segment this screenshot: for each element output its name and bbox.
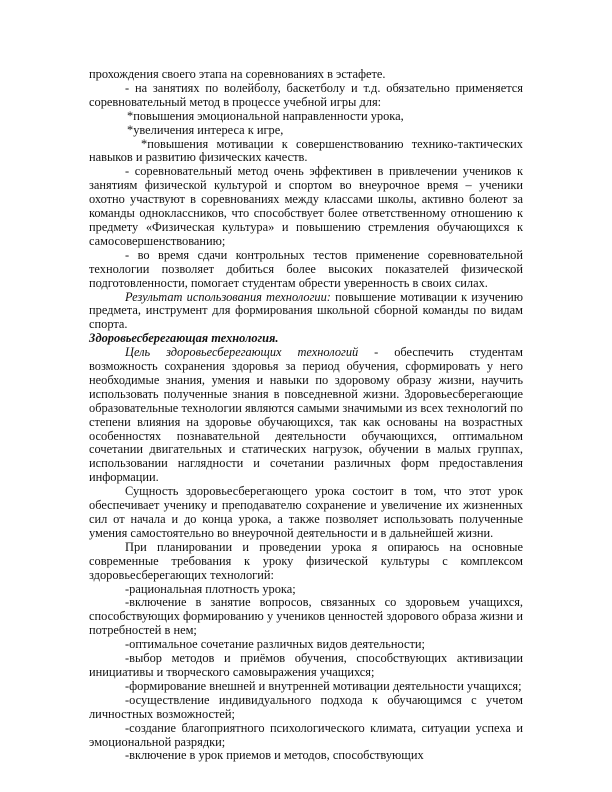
list-item-emotional: *повышения эмоциональной направленности урока,	[127, 108, 404, 123]
list-item-motivation: *повышения мотивации к совершенствованию технико-тактических навыков и развитию физических качеств.	[89, 136, 523, 165]
goal-text: - обеспечить студентам возможность сохранения здоровья за период обучения, сформировать у него необходимые знания, умения и навыки по здоровому образу жизни, научить использовать полученные знания в повседневной жизни. Здоровьесберегающие образовательные технологии являются самыми значимыми из всех технологий по степени влияния на здоровье обучающихся, так как основаны на возрастных особенностях познавательной деятельности обучающихся, оптимальном сочетании двигательных и статических нагрузок, обучении в малых группах, использовании наглядности и сочетании различных форм предоставления информации.	[89, 345, 523, 485]
list-item-health-questions: -включение в занятие вопросов, связанных со здоровьем учащихся, способствующих формированию у учеников ценностей здорового образа жизни и потребностей в нем;	[89, 595, 523, 638]
list-item-interest: *увеличения интереса к игре,	[127, 122, 284, 137]
paragraph-essence: Сущность здоровьесберегающего урока состоит в том, что этот урок обеспечивает ученику и преподавателю сохранение и увеличение их жизненных сил от начала и до конца урока, а также позволяет использовать полученные умения самостоятельно во внеурочной деятельности и в дальнейшей жизни.	[89, 484, 523, 540]
list-item-techniques: -включение в урок приемов и методов, способствующих	[125, 748, 424, 763]
result-text: повышение мотивации к изучению предмета, инструмент для формирования школьной сборной команды по видам спорта.	[89, 289, 523, 332]
list-item-individual: -осуществление индивидуального подхода к обучающимся с учетом личностных возможностей;	[89, 692, 523, 721]
result-label: Результат использования технологии:	[125, 289, 331, 304]
goal-label: Цель здоровьесберегающих технологий	[125, 345, 359, 360]
paragraph-extracurricular: - соревновательный метод очень эффективен в привлечении учеников к занятиям физической культурой и спортом во внеурочное время – ученики охотно участвуют в соревнованиях между классами школы, активно болеют за команды одноклассников, что способствует более ответственному отношению к предмету «Физическая культура» и повышению стремления обучающихся к самосовершенствованию;	[89, 164, 523, 248]
list-item-climate: -создание благоприятного психологического климата, ситуации успеха и эмоциональной разрядки;	[89, 720, 523, 749]
paragraph-tests: - во время сдачи контрольных тестов применение соревновательной технологии позволяет добиться более высоких показателей физической подготовленности, помогает студентам обрести уверенность в своих силах.	[89, 247, 523, 290]
list-item-activities: -оптимальное сочетание различных видов деятельности;	[125, 637, 425, 652]
list-item-student-motivation: -формирование внешней и внутренней мотивации деятельности учащихся;	[125, 678, 522, 693]
paragraph-planning: При планировании и проведении урока я опираюсь на основные современные требования к уроку физической культуры с комплексом здоровьесберегающих технологий:	[89, 539, 523, 582]
paragraph-relay: прохождения своего этапа на соревнованиях в эстафете.	[89, 67, 386, 81]
paragraph-volleyball: - на занятиях по волейболу, баскетболу и т.д. обязательно применяется соревновательный метод в процессе учебной игры для:	[89, 80, 523, 109]
paragraph-goal	[89, 346, 523, 485]
paragraph-result	[89, 291, 523, 333]
list-item-density: -рациональная плотность урока;	[125, 581, 296, 596]
document-page	[89, 68, 523, 763]
list-item-methods: -выбор методов и приёмов обучения, способствующих активизации инициативы и творческого самовыражения учащихся;	[89, 651, 523, 679]
section-heading: Здоровьесберегающая технология.	[89, 331, 279, 346]
